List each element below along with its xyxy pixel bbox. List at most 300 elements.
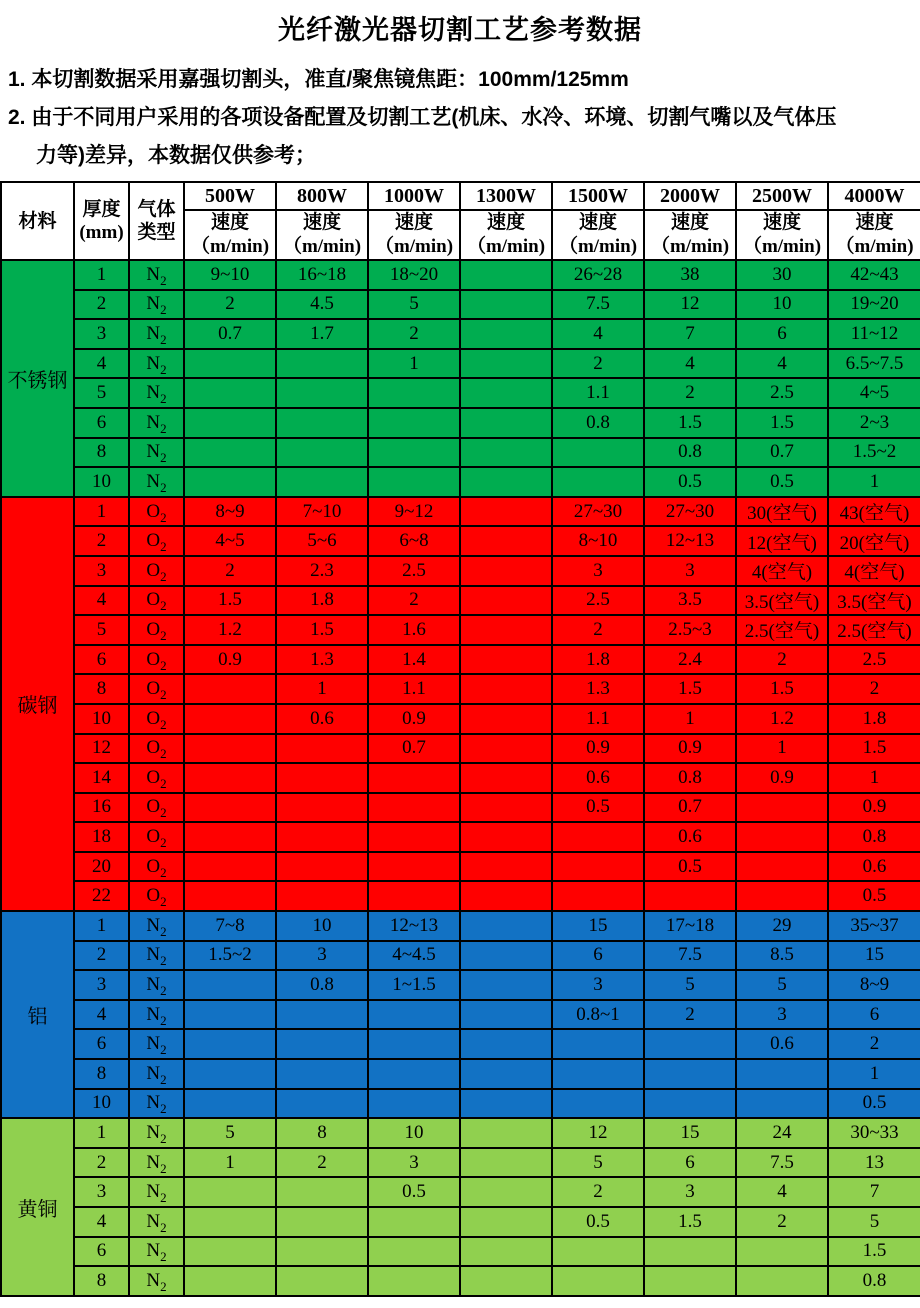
speed-value-cell: 0.7	[644, 793, 736, 823]
speed-value-cell: 8	[276, 1118, 368, 1148]
gas-type-cell: $N_2$	[129, 408, 184, 438]
speed-value-cell: 0.9	[552, 734, 644, 764]
speed-value-cell	[460, 1237, 552, 1267]
speed-value-cell: 1	[644, 704, 736, 734]
speed-value-cell: 1.2	[184, 615, 276, 645]
speed-value-cell: 0.8	[552, 408, 644, 438]
speed-value-cell: 5	[828, 1207, 920, 1237]
speed-value-cell: 2	[736, 1207, 828, 1237]
speed-value-cell: 4	[736, 1177, 828, 1207]
speed-value-cell: 3	[644, 1177, 736, 1207]
table-row	[1, 674, 920, 704]
gas-type-cell: $N_2$	[129, 970, 184, 1000]
speed-value-cell: 0.9	[736, 763, 828, 793]
speed-value-cell: 24	[736, 1118, 828, 1148]
speed-value-cell: 10	[368, 1118, 460, 1148]
speed-value-cell	[736, 1059, 828, 1089]
table-row	[1, 1177, 920, 1207]
speed-value-cell: 5~6	[276, 526, 368, 556]
gas-type-cell: $N_2$	[129, 941, 184, 971]
speed-value-cell	[460, 408, 552, 438]
table-row	[1, 852, 920, 882]
speed-value-cell: 8.5	[736, 941, 828, 971]
speed-value-cell	[276, 1207, 368, 1237]
thickness-cell: 1	[74, 260, 129, 290]
speed-value-cell: 1.5	[736, 674, 828, 704]
gas-type-cell: $N_2$	[129, 260, 184, 290]
gas-type-cell: $N_2$	[129, 1118, 184, 1148]
speed-value-cell: 2.4	[644, 645, 736, 675]
speed-value-cell: 0.9	[184, 645, 276, 675]
power-column-header: 1500W	[552, 182, 644, 210]
power-column-header: 4000W	[828, 182, 920, 210]
notes-block	[8, 61, 920, 175]
speed-value-cell: 4.5	[276, 290, 368, 320]
speed-value-cell: 1.5	[644, 674, 736, 704]
speed-value-cell	[368, 793, 460, 823]
speed-value-cell: 2	[552, 1177, 644, 1207]
table-row	[1, 349, 920, 379]
thickness-cell: 4	[74, 586, 129, 616]
speed-value-cell: 4(空气)	[828, 556, 920, 586]
gas-column-header	[129, 182, 184, 260]
speed-value-cell: 4~5	[184, 526, 276, 556]
speed-value-cell	[460, 260, 552, 290]
speed-value-cell: 0.5	[736, 467, 828, 497]
power-column-header: 800W	[276, 182, 368, 210]
speed-value-cell: 0.9	[368, 704, 460, 734]
speed-value-cell	[552, 467, 644, 497]
speed-value-cell	[184, 467, 276, 497]
speed-value-cell: 0.6	[276, 704, 368, 734]
speed-value-cell: 7.5	[736, 1148, 828, 1178]
speed-unit-header: 速度 （m/min)	[368, 210, 460, 260]
thickness-cell: 6	[74, 408, 129, 438]
speed-value-cell	[276, 1059, 368, 1089]
speed-value-cell	[368, 1266, 460, 1296]
speed-value-cell	[368, 1207, 460, 1237]
speed-value-cell: 2	[368, 586, 460, 616]
speed-value-cell	[460, 941, 552, 971]
speed-value-cell: 10	[276, 911, 368, 941]
speed-value-cell: 2	[184, 290, 276, 320]
thickness-cell: 2	[74, 941, 129, 971]
table-row	[1, 1000, 920, 1030]
speed-value-cell	[184, 1177, 276, 1207]
speed-value-cell: 1	[736, 734, 828, 764]
speed-value-cell	[644, 1059, 736, 1089]
speed-value-cell: 0.5	[552, 793, 644, 823]
speed-unit-header: 速度 （m/min)	[736, 210, 828, 260]
speed-value-cell: 0.8	[644, 763, 736, 793]
speed-value-cell: 1.2	[736, 704, 828, 734]
speed-value-cell	[460, 852, 552, 882]
speed-value-cell: 0.6	[828, 852, 920, 882]
speed-value-cell	[276, 1237, 368, 1267]
speed-value-cell	[276, 793, 368, 823]
speed-value-cell: 0.6	[644, 822, 736, 852]
gas-type-cell: $O_2$	[129, 822, 184, 852]
speed-value-cell	[460, 704, 552, 734]
speed-value-cell	[276, 852, 368, 882]
speed-value-cell: 1.1	[552, 378, 644, 408]
thickness-cell: 10	[74, 1089, 129, 1119]
speed-value-cell: 0.5	[828, 1089, 920, 1119]
speed-value-cell: 7.5	[644, 941, 736, 971]
speed-value-cell	[184, 763, 276, 793]
speed-value-cell	[552, 1029, 644, 1059]
speed-value-cell	[184, 704, 276, 734]
power-column-header: 1000W	[368, 182, 460, 210]
gas-type-cell: $N_2$	[129, 1266, 184, 1296]
speed-value-cell	[644, 1089, 736, 1119]
table-row	[1, 497, 920, 527]
speed-value-cell: 1.1	[368, 674, 460, 704]
speed-value-cell	[276, 1089, 368, 1119]
thickness-cell: 5	[74, 615, 129, 645]
thickness-cell: 4	[74, 349, 129, 379]
speed-value-cell: 1.5	[736, 408, 828, 438]
speed-value-cell	[368, 408, 460, 438]
speed-value-cell: 6.5~7.5	[828, 349, 920, 379]
thickness-cell: 3	[74, 319, 129, 349]
thickness-cell: 1	[74, 911, 129, 941]
speed-value-cell: 12(空气)	[736, 526, 828, 556]
speed-value-cell: 3	[552, 970, 644, 1000]
speed-value-cell	[184, 438, 276, 468]
speed-value-cell	[276, 438, 368, 468]
gas-type-cell: $N_2$	[129, 911, 184, 941]
gas-header-line-1: 气体	[137, 199, 176, 220]
speed-value-cell	[460, 1118, 552, 1148]
thickness-cell: 10	[74, 704, 129, 734]
gas-type-cell: $O_2$	[129, 763, 184, 793]
speed-value-cell: 5	[644, 970, 736, 1000]
speed-value-cell	[460, 1000, 552, 1030]
speed-value-cell: 13	[828, 1148, 920, 1178]
speed-value-cell	[276, 1000, 368, 1030]
speed-value-cell	[460, 763, 552, 793]
speed-value-cell: 20(空气)	[828, 526, 920, 556]
speed-value-cell	[368, 467, 460, 497]
speed-value-cell: 6	[644, 1148, 736, 1178]
speed-value-cell: 0.8	[276, 970, 368, 1000]
speed-value-cell: 1.5	[644, 1207, 736, 1237]
speed-value-cell: 19~20	[828, 290, 920, 320]
speed-value-cell: 26~28	[552, 260, 644, 290]
table-row	[1, 970, 920, 1000]
thickness-cell: 6	[74, 1029, 129, 1059]
speed-value-cell	[184, 970, 276, 1000]
thickness-cell: 2	[74, 526, 129, 556]
thickness-cell: 8	[74, 1059, 129, 1089]
speed-value-cell	[460, 1207, 552, 1237]
speed-value-cell: 0.7	[736, 438, 828, 468]
gas-type-cell: $O_2$	[129, 852, 184, 882]
speed-value-cell: 0.5	[552, 1207, 644, 1237]
speed-value-cell	[736, 793, 828, 823]
gas-header-line-2: 类型	[137, 222, 176, 243]
speed-value-cell: 16~18	[276, 260, 368, 290]
speed-value-cell: 2	[828, 1029, 920, 1059]
speed-value-cell: 8~9	[184, 497, 276, 527]
table-row	[1, 645, 920, 675]
speed-value-cell: 9~10	[184, 260, 276, 290]
material-cell: 黄铜	[1, 1118, 74, 1296]
speed-value-cell	[736, 881, 828, 911]
speed-value-cell	[460, 881, 552, 911]
speed-value-cell	[644, 1237, 736, 1267]
speed-value-cell	[368, 881, 460, 911]
speed-value-cell: 8~9	[828, 970, 920, 1000]
gas-type-cell: $O_2$	[129, 793, 184, 823]
gas-type-cell: $O_2$	[129, 615, 184, 645]
speed-value-cell	[460, 615, 552, 645]
speed-value-cell: 1.3	[552, 674, 644, 704]
speed-value-cell	[184, 1237, 276, 1267]
speed-value-cell: 1~1.5	[368, 970, 460, 1000]
speed-value-cell: 1.8	[828, 704, 920, 734]
speed-value-cell	[460, 349, 552, 379]
speed-value-cell	[460, 438, 552, 468]
table-row	[1, 1089, 920, 1119]
thickness-cell: 6	[74, 1237, 129, 1267]
thickness-cell: 4	[74, 1000, 129, 1030]
speed-value-cell	[460, 1089, 552, 1119]
speed-value-cell	[184, 349, 276, 379]
speed-value-cell: 1.8	[276, 586, 368, 616]
gas-type-cell: $N_2$	[129, 1059, 184, 1089]
speed-value-cell	[368, 1089, 460, 1119]
gas-type-cell: $O_2$	[129, 704, 184, 734]
speed-value-cell: 0.5	[368, 1177, 460, 1207]
gas-type-cell: $O_2$	[129, 586, 184, 616]
speed-value-cell	[552, 1089, 644, 1119]
gas-type-cell: $N_2$	[129, 1177, 184, 1207]
thickness-cell: 8	[74, 674, 129, 704]
speed-value-cell: 5	[368, 290, 460, 320]
speed-value-cell: 4	[644, 349, 736, 379]
gas-type-cell: $O_2$	[129, 881, 184, 911]
speed-value-cell: 2~3	[828, 408, 920, 438]
speed-value-cell: 27~30	[552, 497, 644, 527]
gas-type-cell: $N_2$	[129, 1207, 184, 1237]
speed-value-cell: 43(空气)	[828, 497, 920, 527]
speed-value-cell	[736, 852, 828, 882]
table-row	[1, 260, 920, 290]
speed-value-cell	[460, 497, 552, 527]
speed-value-cell	[276, 1177, 368, 1207]
speed-value-cell: 1.5	[828, 1237, 920, 1267]
speed-value-cell: 0.9	[644, 734, 736, 764]
speed-value-cell: 1.7	[276, 319, 368, 349]
speed-value-cell: 30(空气)	[736, 497, 828, 527]
header-row-power	[1, 182, 920, 210]
speed-value-cell	[184, 408, 276, 438]
speed-value-cell	[552, 1059, 644, 1089]
table-row	[1, 1059, 920, 1089]
table-row	[1, 793, 920, 823]
speed-value-cell: 5	[184, 1118, 276, 1148]
gas-type-cell: $O_2$	[129, 645, 184, 675]
speed-value-cell	[368, 1000, 460, 1030]
speed-value-cell	[644, 1266, 736, 1296]
table-row	[1, 586, 920, 616]
speed-value-cell: 7~10	[276, 497, 368, 527]
speed-value-cell	[184, 1059, 276, 1089]
speed-value-cell: 4~5	[828, 378, 920, 408]
speed-value-cell: 3.5(空气)	[736, 586, 828, 616]
thickness-cell: 3	[74, 970, 129, 1000]
thickness-cell: 1	[74, 497, 129, 527]
speed-value-cell	[552, 438, 644, 468]
table-row	[1, 1029, 920, 1059]
thickness-cell: 5	[74, 378, 129, 408]
speed-value-cell: 2.5(空气)	[736, 615, 828, 645]
speed-value-cell	[184, 378, 276, 408]
material-column-header: 材料	[1, 182, 74, 260]
speed-value-cell: 1	[828, 467, 920, 497]
speed-value-cell: 35~37	[828, 911, 920, 941]
speed-value-cell: 12~13	[644, 526, 736, 556]
speed-value-cell	[460, 526, 552, 556]
speed-value-cell	[276, 378, 368, 408]
speed-value-cell: 2	[828, 674, 920, 704]
speed-value-cell: 1.6	[368, 615, 460, 645]
speed-value-cell: 0.7	[368, 734, 460, 764]
speed-value-cell: 4~4.5	[368, 941, 460, 971]
speed-value-cell: 1	[368, 349, 460, 379]
speed-value-cell: 2	[276, 1148, 368, 1178]
gas-type-cell: $N_2$	[129, 1089, 184, 1119]
speed-value-cell: 1	[828, 1059, 920, 1089]
speed-value-cell	[552, 822, 644, 852]
speed-value-cell: 12	[644, 290, 736, 320]
speed-value-cell: 6~8	[368, 526, 460, 556]
thickness-cell: 3	[74, 1177, 129, 1207]
speed-value-cell: 4	[736, 349, 828, 379]
table-row	[1, 734, 920, 764]
speed-value-cell: 0.8~1	[552, 1000, 644, 1030]
gas-type-cell: $N_2$	[129, 349, 184, 379]
thickness-cell: 1	[74, 1118, 129, 1148]
power-column-header: 2000W	[644, 182, 736, 210]
speed-value-cell: 17~18	[644, 911, 736, 941]
power-column-header: 1300W	[460, 182, 552, 210]
table-row	[1, 941, 920, 971]
gas-type-cell: $O_2$	[129, 674, 184, 704]
speed-value-cell	[368, 1059, 460, 1089]
speed-value-cell: 0.8	[644, 438, 736, 468]
speed-value-cell: 30	[736, 260, 828, 290]
speed-value-cell: 0.7	[184, 319, 276, 349]
speed-value-cell: 3	[552, 556, 644, 586]
speed-value-cell	[736, 1266, 828, 1296]
speed-value-cell	[368, 852, 460, 882]
speed-value-cell	[460, 1059, 552, 1089]
speed-value-cell	[460, 822, 552, 852]
speed-value-cell	[184, 674, 276, 704]
speed-value-cell	[460, 1148, 552, 1178]
thickness-column-header	[74, 182, 129, 260]
speed-value-cell	[460, 734, 552, 764]
thickness-cell: 4	[74, 1207, 129, 1237]
speed-unit-header: 速度 （m/min)	[552, 210, 644, 260]
speed-value-cell: 7	[828, 1177, 920, 1207]
table-row	[1, 319, 920, 349]
speed-value-cell: 2	[644, 1000, 736, 1030]
speed-value-cell: 15	[828, 941, 920, 971]
speed-value-cell	[736, 822, 828, 852]
speed-value-cell	[184, 1000, 276, 1030]
speed-value-cell: 3	[644, 556, 736, 586]
thickness-header-line-1: 厚度	[82, 199, 121, 220]
speed-value-cell: 2	[368, 319, 460, 349]
speed-value-cell	[276, 349, 368, 379]
speed-value-cell: 11~12	[828, 319, 920, 349]
thickness-cell: 16	[74, 793, 129, 823]
speed-value-cell: 4(空气)	[736, 556, 828, 586]
speed-value-cell	[460, 674, 552, 704]
speed-value-cell: 6	[736, 319, 828, 349]
speed-value-cell: 3.5	[644, 586, 736, 616]
table-row	[1, 438, 920, 468]
speed-value-cell	[276, 1266, 368, 1296]
table-row	[1, 704, 920, 734]
speed-value-cell: 1	[184, 1148, 276, 1178]
thickness-cell: 22	[74, 881, 129, 911]
speed-value-cell: 0.6	[736, 1029, 828, 1059]
speed-value-cell: 0.5	[828, 881, 920, 911]
speed-value-cell	[460, 1177, 552, 1207]
table-row	[1, 526, 920, 556]
speed-value-cell: 6	[552, 941, 644, 971]
speed-value-cell	[368, 438, 460, 468]
speed-value-cell	[368, 1237, 460, 1267]
thickness-cell: 10	[74, 467, 129, 497]
speed-value-cell	[460, 319, 552, 349]
speed-value-cell: 1.5	[276, 615, 368, 645]
speed-value-cell: 30~33	[828, 1118, 920, 1148]
gas-type-cell: $N_2$	[129, 1237, 184, 1267]
speed-value-cell: 1.8	[552, 645, 644, 675]
note-2-line-1: 2. 由于不同用户采用的各项设备配置及切割工艺(机床、水冷、环境、切割气嘴以及气体压	[8, 106, 837, 129]
thickness-header-line-2: (mm)	[79, 222, 124, 243]
table-row	[1, 1237, 920, 1267]
speed-value-cell: 7	[644, 319, 736, 349]
table-row	[1, 1266, 920, 1296]
speed-value-cell	[276, 881, 368, 911]
speed-value-cell: 2.5(空气)	[828, 615, 920, 645]
table-row	[1, 556, 920, 586]
speed-value-cell: 2.5	[828, 645, 920, 675]
speed-value-cell: 2	[736, 645, 828, 675]
speed-value-cell: 3	[276, 941, 368, 971]
speed-value-cell: 7.5	[552, 290, 644, 320]
speed-value-cell	[184, 852, 276, 882]
speed-value-cell: 5	[736, 970, 828, 1000]
speed-unit-header: 速度 （m/min)	[460, 210, 552, 260]
gas-type-cell: $O_2$	[129, 497, 184, 527]
speed-value-cell	[460, 586, 552, 616]
speed-value-cell: 7~8	[184, 911, 276, 941]
thickness-cell: 14	[74, 763, 129, 793]
speed-value-cell: 1	[276, 674, 368, 704]
speed-value-cell: 29	[736, 911, 828, 941]
speed-value-cell	[368, 763, 460, 793]
speed-value-cell	[276, 408, 368, 438]
table-row	[1, 408, 920, 438]
